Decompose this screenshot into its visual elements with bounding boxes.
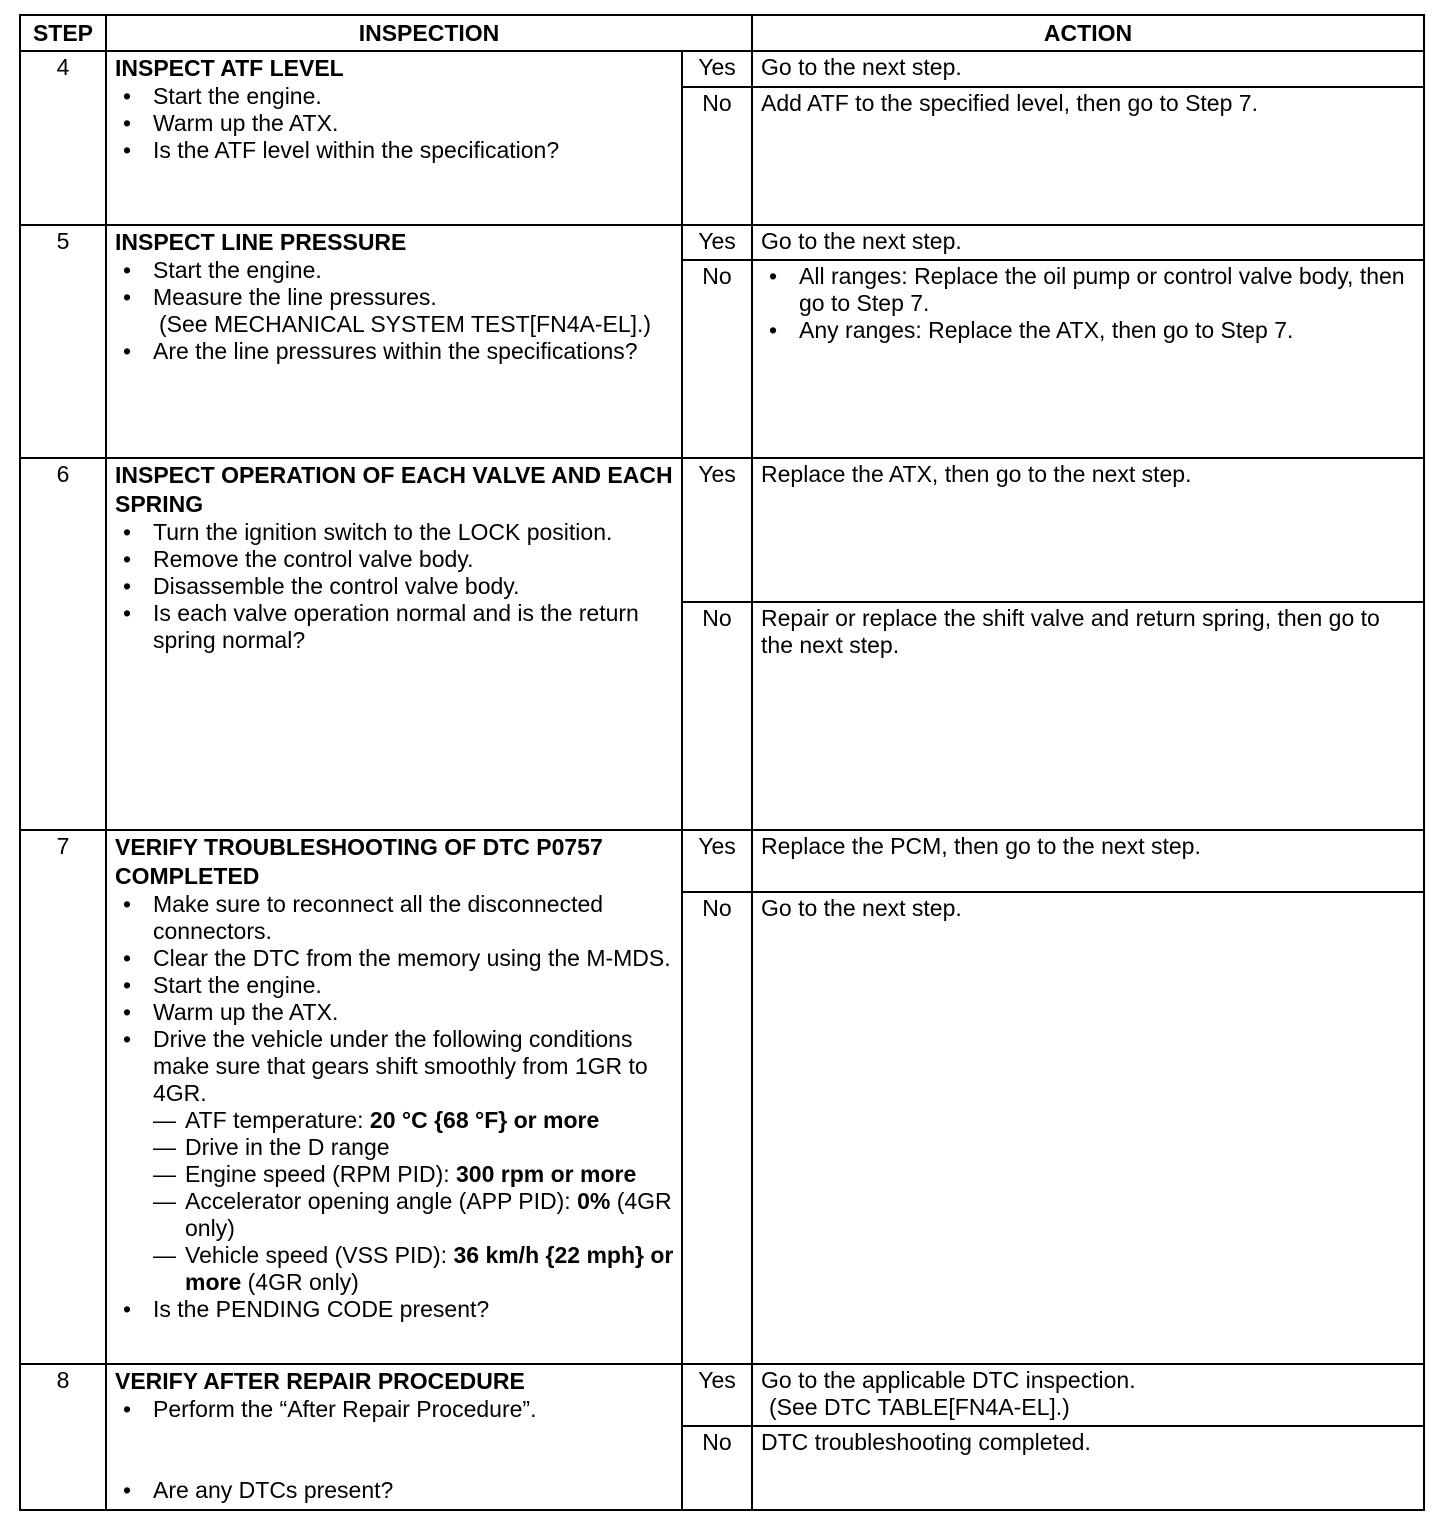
condition-label: Vehicle speed (VSS PID): bbox=[185, 1242, 454, 1268]
header-step: STEP bbox=[20, 15, 106, 51]
step-5-yes-row bbox=[20, 225, 1424, 260]
header-row bbox=[20, 15, 1424, 51]
step-number: 8 bbox=[20, 1364, 106, 1510]
step-4-inspection bbox=[106, 51, 682, 225]
bullet-item bbox=[115, 1026, 675, 1296]
bullet-text: Drive the vehicle under the following conditions make sure that gears shift smoothly from 1GR to 4GR. bbox=[153, 1026, 648, 1106]
bullet-item: • Warm up the ATX. bbox=[115, 999, 675, 1026]
step-6-inspection bbox=[106, 458, 682, 830]
bullet-item: • Is the ATF level within the specification? bbox=[115, 137, 675, 164]
condition-item bbox=[153, 1134, 675, 1161]
no-action: Go to the next step. bbox=[752, 892, 1424, 1364]
yes-label: Yes bbox=[682, 830, 752, 892]
no-label: No bbox=[682, 602, 752, 830]
bullet-item: • Start the engine. bbox=[115, 257, 675, 284]
no-label: No bbox=[682, 87, 752, 225]
bullet-item: • Is the PENDING CODE present? bbox=[115, 1296, 675, 1323]
bullet-item: • Warm up the ATX. bbox=[115, 110, 675, 137]
step-title: INSPECT ATF LEVEL bbox=[115, 55, 344, 81]
yes-label: Yes bbox=[682, 1364, 752, 1426]
bullet-item: • Make sure to reconnect all the disconnected connectors. bbox=[115, 891, 675, 945]
condition-label: ATF temperature: bbox=[185, 1107, 370, 1133]
bullet-text: Measure the line pressures. bbox=[153, 284, 437, 310]
no-action: Add ATF to the specified level, then go to Step 7. bbox=[752, 87, 1424, 225]
condition-label: Drive in the D range bbox=[185, 1134, 390, 1160]
step-number: 7 bbox=[20, 830, 106, 1364]
condition-label: Accelerator opening angle (APP PID): bbox=[185, 1188, 578, 1214]
bullet-item: • Clear the DTC from the memory using the M-MDS. bbox=[115, 945, 675, 972]
bullet-item: • Remove the control valve body. bbox=[115, 546, 675, 573]
bullet-item: • Are the line pressures within the specifications? bbox=[115, 338, 675, 365]
step-title: VERIFY TROUBLESHOOTING OF DTC P0757 COMPLETED bbox=[115, 834, 603, 889]
condition-value: 300 rpm or more bbox=[456, 1161, 637, 1187]
yes-action: Replace the ATX, then go to the next step. bbox=[752, 458, 1424, 602]
yes-action: Replace the PCM, then go to the next step. bbox=[752, 830, 1424, 892]
step-number: 4 bbox=[20, 51, 106, 225]
no-label: No bbox=[682, 892, 752, 1364]
condition-item bbox=[153, 1188, 675, 1242]
yes-label: Yes bbox=[682, 225, 752, 260]
step-4-yes-row bbox=[20, 51, 1424, 87]
step-5-inspection bbox=[106, 225, 682, 458]
bullet-item: • Disassemble the control valve body. bbox=[115, 573, 675, 600]
condition-item bbox=[153, 1161, 675, 1188]
no-label: No bbox=[682, 1426, 752, 1510]
step-title: INSPECT LINE PRESSURE bbox=[115, 229, 407, 255]
action-bullet: • All ranges: Replace the oil pump or control valve body, then go to Step 7. bbox=[761, 263, 1417, 317]
bullet-item: • Perform the “After Repair Procedure”. bbox=[115, 1396, 675, 1423]
step-6-yes-row bbox=[20, 458, 1424, 602]
step-title: INSPECT OPERATION OF EACH VALVE AND EACH SPRING bbox=[115, 462, 673, 517]
bullet-item: • Turn the ignition switch to the LOCK position. bbox=[115, 519, 675, 546]
no-action: Repair or replace the shift valve and return spring, then go to the next step. bbox=[752, 602, 1424, 830]
yes-label: Yes bbox=[682, 51, 752, 87]
yes-action: Go to the next step. bbox=[752, 51, 1424, 87]
yes-action bbox=[752, 1364, 1424, 1426]
bullet-item: • Is each valve operation normal and is the return spring normal? bbox=[115, 600, 675, 654]
reference-text: (See DTC TABLE[FN4A-EL].) bbox=[769, 1394, 1070, 1420]
condition-note: (4GR only) bbox=[185, 1188, 672, 1241]
bullet-item bbox=[115, 284, 675, 338]
condition-item bbox=[153, 1107, 675, 1134]
condition-item bbox=[153, 1242, 675, 1296]
yes-label: Yes bbox=[682, 458, 752, 602]
step-7-inspection bbox=[106, 830, 682, 1364]
conditions-list bbox=[153, 1107, 675, 1296]
bullet-item: • Start the engine. bbox=[115, 972, 675, 999]
header-action: ACTION bbox=[752, 15, 1424, 51]
step-8-yes-row bbox=[20, 1364, 1424, 1426]
yes-action-text: Go to the applicable DTC inspection. bbox=[761, 1367, 1136, 1393]
bullet-item: • Start the engine. bbox=[115, 83, 675, 110]
yes-action: Go to the next step. bbox=[752, 225, 1424, 260]
step-8-inspection bbox=[106, 1364, 682, 1510]
condition-value: 0% bbox=[577, 1188, 611, 1214]
no-action: DTC troubleshooting completed. bbox=[752, 1426, 1424, 1510]
troubleshooting-table bbox=[19, 14, 1425, 1511]
condition-label: Engine speed (RPM PID): bbox=[185, 1161, 457, 1187]
action-bullet: • Any ranges: Replace the ATX, then go to Step 7. bbox=[761, 317, 1417, 344]
no-label: No bbox=[682, 260, 752, 458]
step-number: 5 bbox=[20, 225, 106, 458]
step-number: 6 bbox=[20, 458, 106, 830]
header-inspection: INSPECTION bbox=[106, 15, 752, 51]
step-title: VERIFY AFTER REPAIR PROCEDURE bbox=[115, 1368, 525, 1394]
no-action bbox=[752, 260, 1424, 458]
bullet-item: • Are any DTCs present? bbox=[115, 1477, 675, 1504]
condition-value: 20 °C {68 °F} or more bbox=[369, 1107, 600, 1133]
reference-text: (See MECHANICAL SYSTEM TEST[FN4A-EL].) bbox=[159, 311, 652, 337]
condition-value: 36 km/h {22 mph} or more bbox=[185, 1242, 674, 1295]
step-7-yes-row bbox=[20, 830, 1424, 892]
condition-note: (4GR only) bbox=[241, 1269, 359, 1295]
